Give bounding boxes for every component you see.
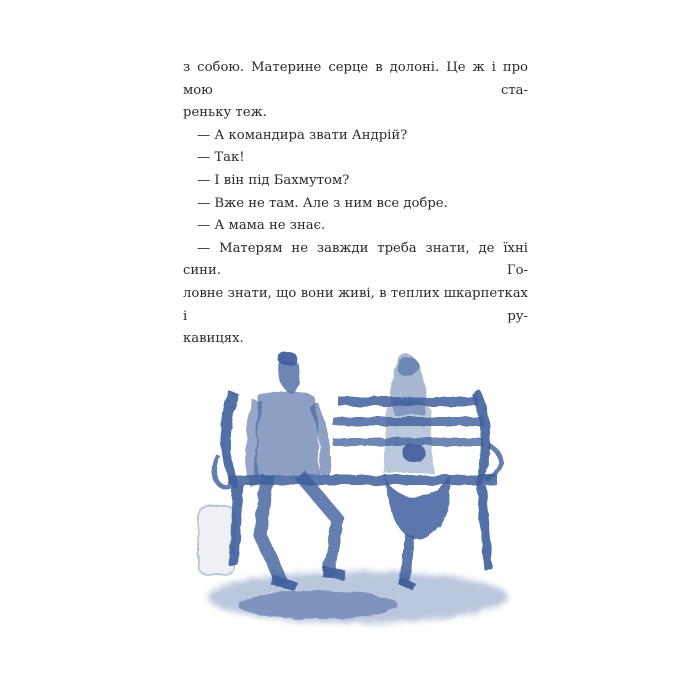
dialogue-line: — Вже не там. Але з ним все добре. bbox=[197, 195, 448, 211]
dialogue-line: — Так! bbox=[197, 150, 245, 166]
text-line: з собою. Материне серце в долоні. Це ж і про мою ста- bbox=[183, 60, 528, 98]
bench-illustration bbox=[188, 335, 523, 635]
dialogue-line: — А командира звати Андрій? bbox=[197, 127, 408, 143]
text-line: ловне знати, що вони живі, в теплих шкарпетках і ру- bbox=[183, 285, 528, 324]
dialogue-line: — І він під Бахмутом? bbox=[197, 172, 350, 188]
dialogue-line: — Матерям не завжди треба знати, де їхні сини. Го- bbox=[183, 240, 528, 279]
text-line: реньку теж. bbox=[183, 105, 267, 121]
illustration-ink bbox=[198, 352, 508, 623]
dialogue-line: — А мама не знає. bbox=[197, 218, 326, 234]
text-line: кавицях. bbox=[183, 331, 244, 347]
page-text bbox=[183, 57, 528, 351]
